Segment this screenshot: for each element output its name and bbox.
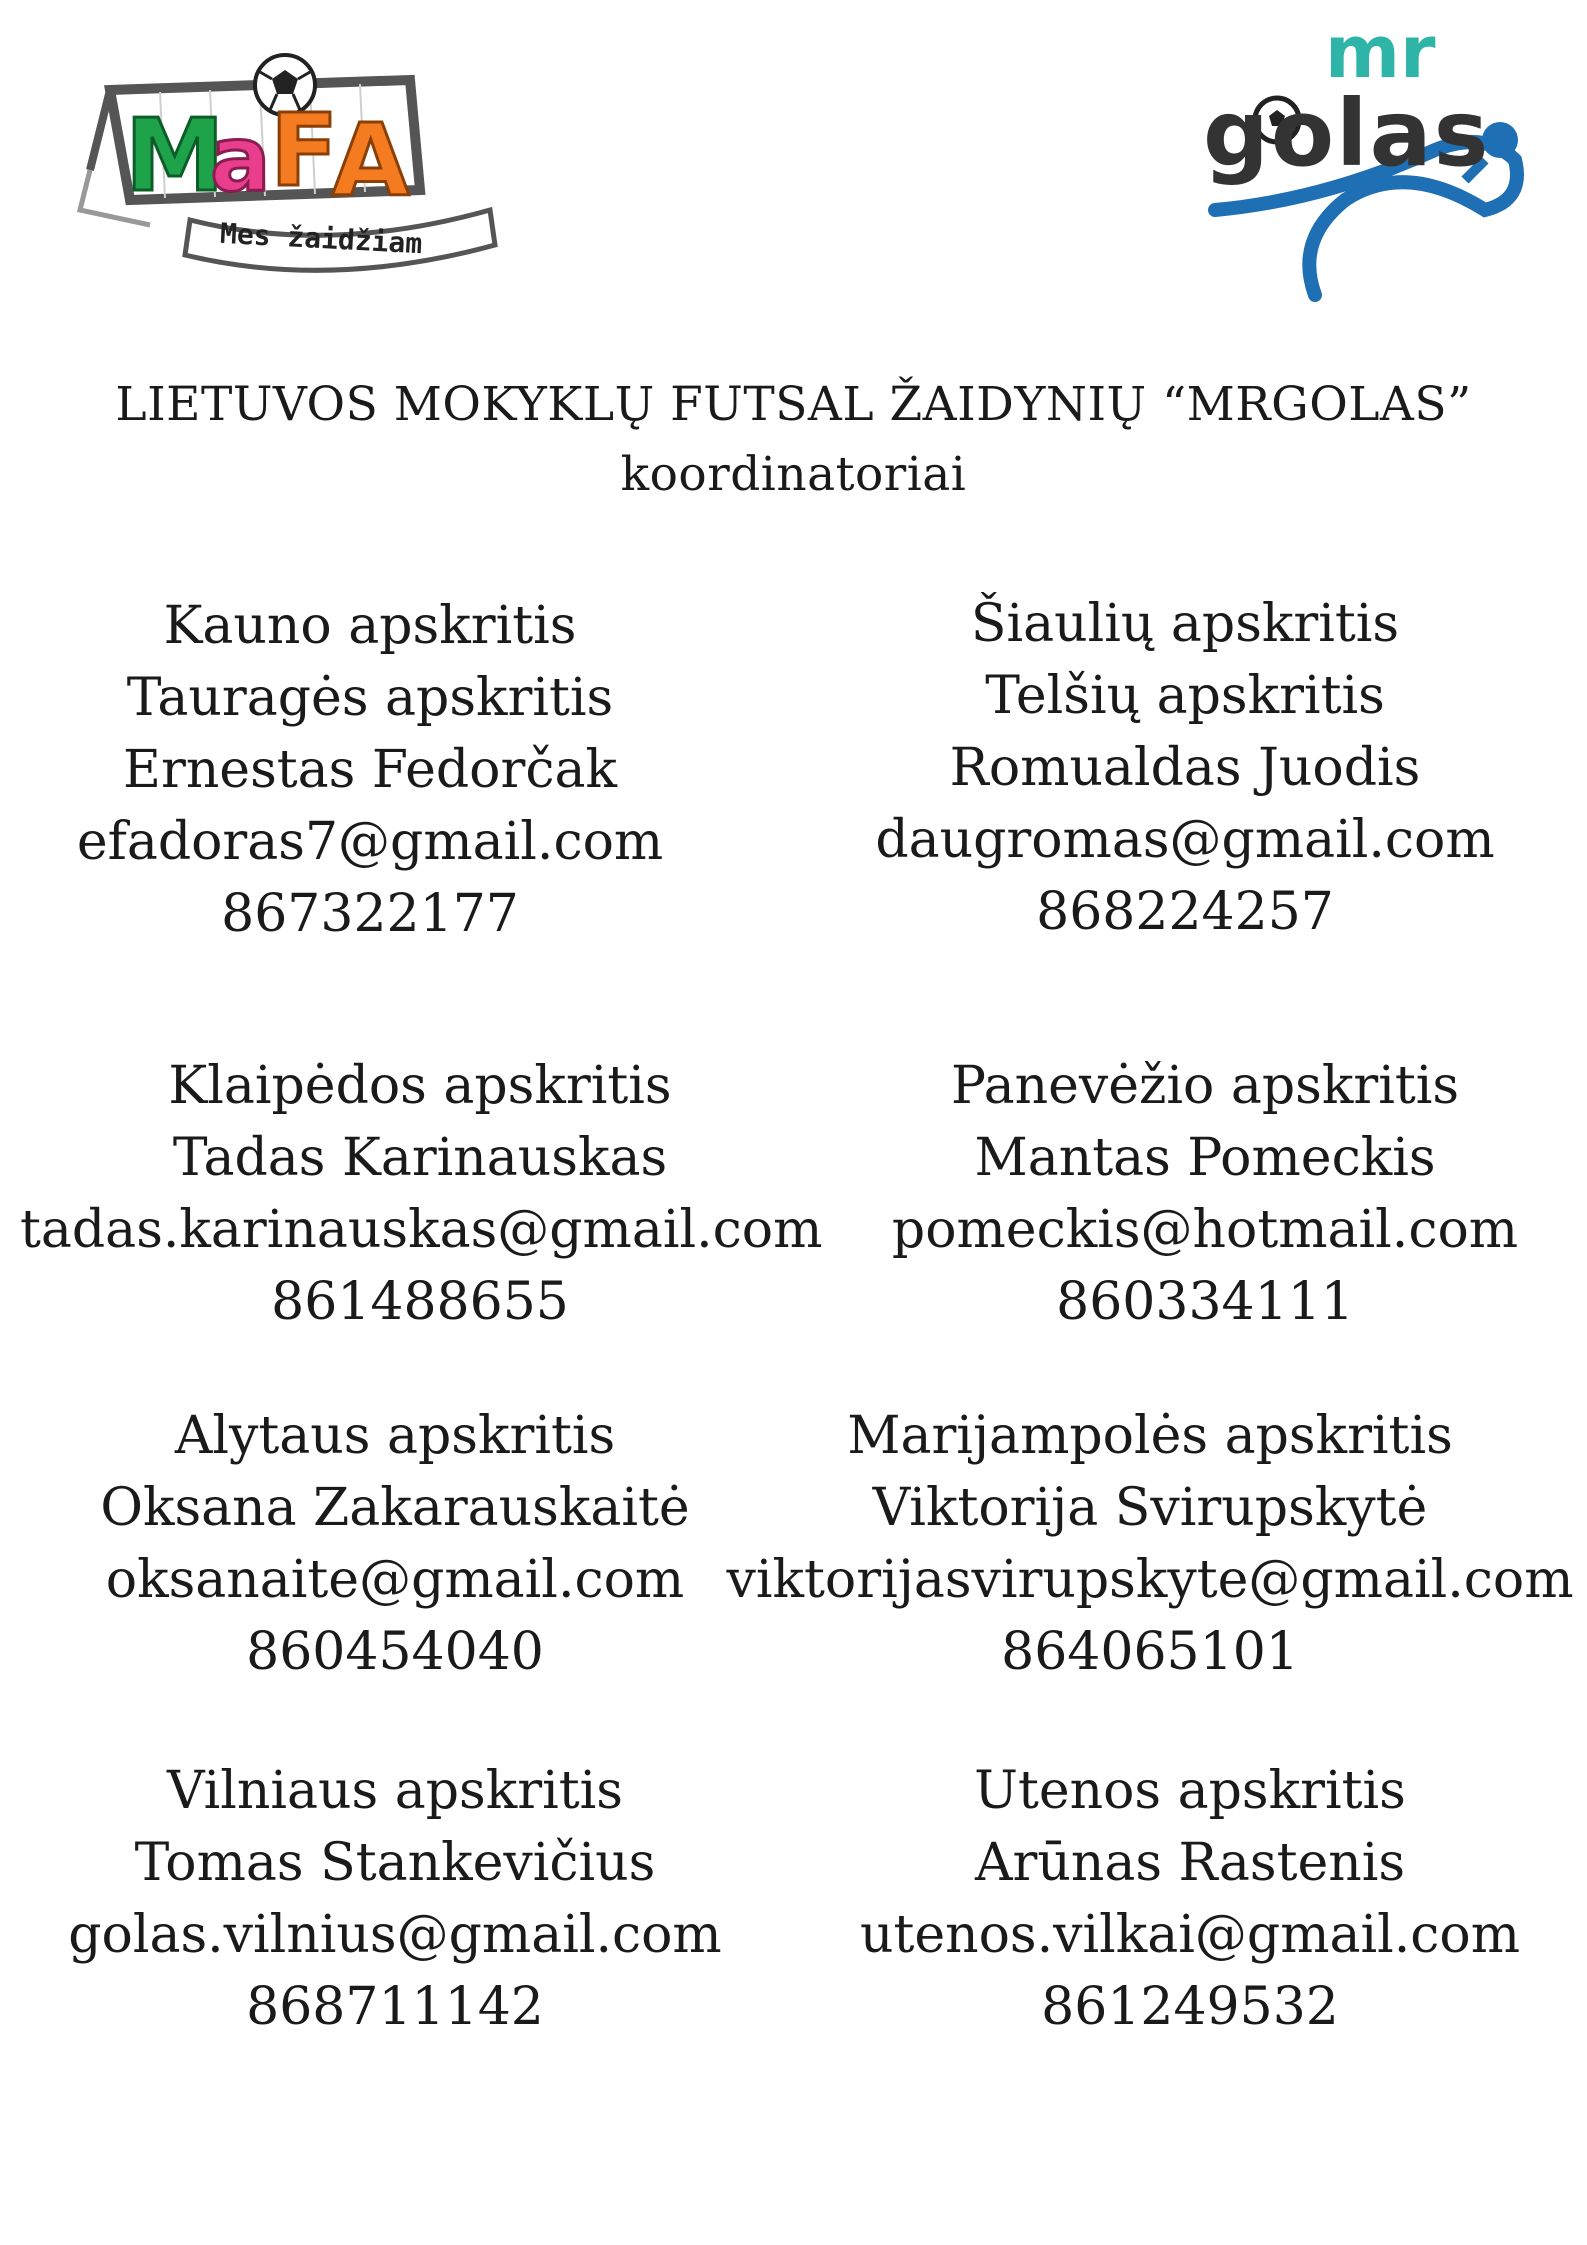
region-label: Vilniaus apskritis — [167, 1761, 623, 1821]
coordinator-name: Ernestas Fedorčak — [123, 740, 617, 800]
region-label: Marijampolės apskritis — [847, 1406, 1453, 1466]
region-label: Panevėžio apskritis — [950, 1056, 1460, 1116]
coordinator-email[interactable]: daugromas@gmail.com — [875, 810, 1495, 870]
mrgolas-brand-top: mr — [1325, 10, 1436, 94]
coordinator-name: Tomas Stankevičius — [134, 1833, 656, 1893]
mrgolas-brand-main: golas — [1203, 80, 1491, 187]
coordinator-card — [880, 1050, 1530, 1338]
svg-text:A: A — [332, 102, 410, 219]
coordinator-email[interactable]: utenos.vilkai@gmail.com — [859, 1905, 1521, 1965]
mrgolas-logo — [1185, 10, 1545, 310]
coordinator-phone[interactable]: 860334111 — [1056, 1272, 1354, 1332]
region-label: Telšių apskritis — [985, 666, 1385, 726]
region-label: Utenos apskritis — [974, 1761, 1406, 1821]
coordinator-name: Arūnas Rastenis — [974, 1833, 1406, 1893]
coordinator-phone[interactable]: 868224257 — [1036, 882, 1334, 942]
coordinator-name: Mantas Pomeckis — [974, 1128, 1436, 1188]
coordinator-email[interactable]: efadoras7@gmail.com — [76, 812, 664, 872]
title-line-2: koordinatoriai — [620, 447, 967, 502]
coordinator-phone[interactable]: 868711142 — [246, 1977, 544, 2037]
coordinator-email[interactable]: oksanaite@gmail.com — [105, 1550, 685, 1610]
region-label: Šiaulių apskritis — [970, 594, 1400, 654]
coordinator-name: Oksana Zakarauskaitė — [100, 1478, 690, 1538]
region-label: Klaipėdos apskritis — [168, 1056, 672, 1116]
coordinator-card — [850, 1755, 1530, 2043]
region-label: Alytaus apskritis — [174, 1406, 616, 1466]
coordinator-card — [50, 590, 690, 950]
coordinator-card — [60, 1755, 730, 2043]
coordinator-phone[interactable]: 861488655 — [271, 1272, 569, 1332]
mafa-tagline: Mes žaidžiam — [219, 216, 424, 261]
coordinator-email[interactable]: tadas.karinauskas@gmail.com — [20, 1200, 823, 1260]
svg-text:a: a — [210, 107, 271, 212]
mafa-logo — [70, 50, 510, 280]
coordinator-card — [720, 1400, 1580, 1688]
coordinator-phone[interactable]: 867322177 — [221, 884, 519, 944]
coordinator-card — [20, 1050, 823, 1338]
coordinator-phone[interactable]: 860454040 — [246, 1622, 544, 1682]
coordinator-name: Romualdas Juodis — [949, 738, 1421, 798]
coordinator-name: Viktorija Svirupskytė — [872, 1478, 1428, 1538]
coordinator-card — [70, 1400, 720, 1688]
coordinator-phone[interactable]: 864065101 — [1001, 1622, 1299, 1682]
coordinator-card — [860, 588, 1510, 948]
title-line-1: LIETUVOS MOKYKLŲ FUTSAL ŽAIDYNIŲ “MRGOLAS” — [115, 377, 1472, 432]
coordinator-phone[interactable]: 861249532 — [1041, 1977, 1339, 2037]
coordinator-email[interactable]: pomeckis@hotmail.com — [891, 1200, 1519, 1260]
svg-text:M: M — [125, 97, 225, 214]
coordinator-email[interactable]: viktorijasvirupskyte@gmail.com — [726, 1550, 1574, 1610]
region-label: Kauno apskritis — [163, 596, 577, 656]
page-title — [0, 370, 1587, 510]
coordinator-name: Tadas Karinauskas — [172, 1128, 668, 1188]
coordinator-email[interactable]: golas.vilnius@gmail.com — [68, 1905, 722, 1965]
region-label: Tauragės apskritis — [126, 668, 614, 728]
svg-text:F: F — [270, 92, 339, 209]
